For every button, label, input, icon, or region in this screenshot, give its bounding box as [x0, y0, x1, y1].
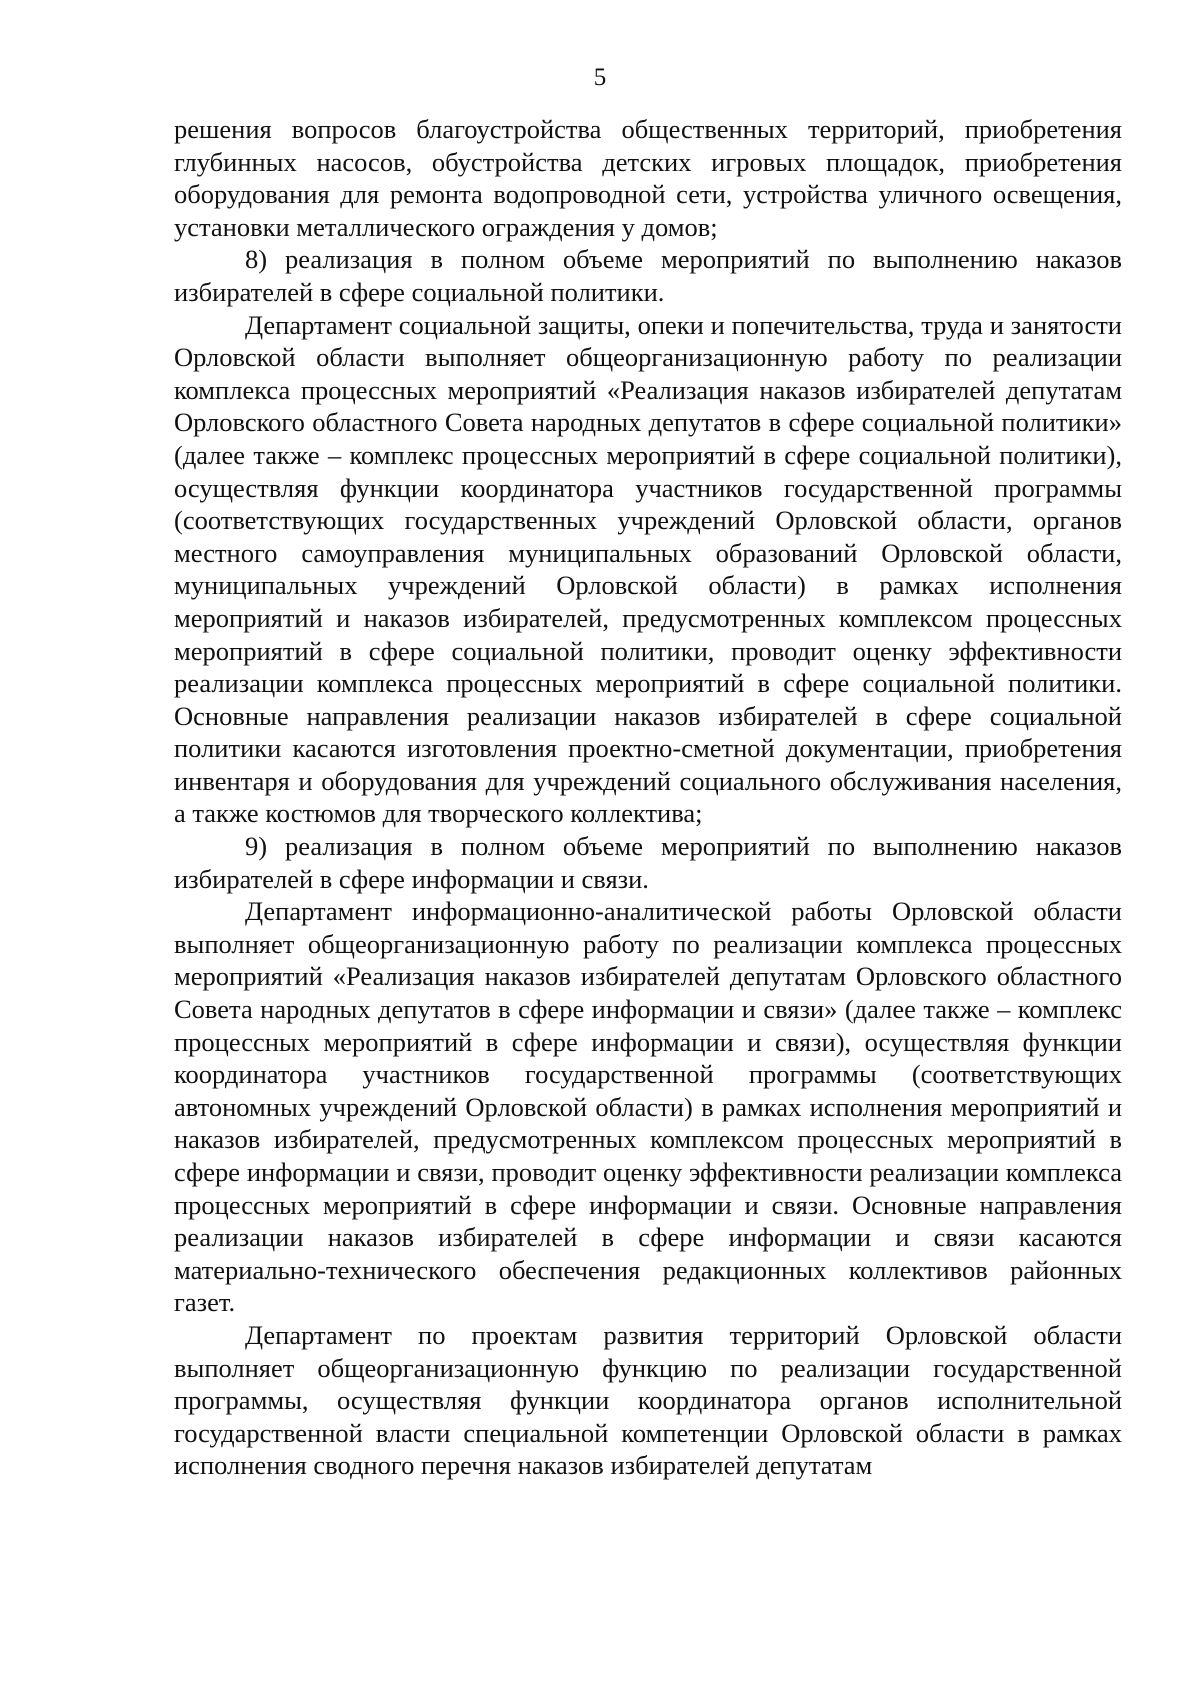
- paragraph-territory-development-department: Департамент по проектам развития территорий Орловской области выполняет общеорганизационную функцию по реализации государственной программы, осуществляя функции координатора органов исполнительной государственной власти специальной компетенции Орловской области в рамках исполнения сводного перечня наказов избирателей депутатам: [174, 1319, 1122, 1481]
- paragraph-continuation: решения вопросов благоустройства общественных территорий, приобретения глубинных насосов, обустройства детских игровых площадок, приобретения оборудования для ремонта водопроводной сети, устройства уличного освещения, установки металлического ограждения у домов;: [174, 114, 1122, 242]
- paragraph-social-policy-department: Департамент социальной защиты, опеки и попечительства, труда и занятости Орловской области выполняет общеорганизационную работу по реализации комплекса процессных мероприятий «Реализация наказов избирателей депутатам Орловского областного Совета народных депутатов в сфере социальной политики» (далее также – комплекс процессных мероприятий в сфере социальной политики), осуществляя функции координатора участников государственной программы (соответствующих государственных учреждений Орловской области, органов местного самоуправления муниципальных образований Орловской области, муниципальных учреждений Орловской области) в рамках исполнения мероприятий и наказов избирателей, предусмотренных комплексом процессных мероприятий в сфере социальной политики, проводит оценку эффективности реализации комплекса процессных мероприятий в сфере социальной политики. Основные направления реализации наказов избирателей в сфере социальной политики касаются изготовления проектно-сметной документации, приобретения инвентаря и оборудования для учреждений социального обслуживания населения, а также костюмов для творческого коллектива;: [174, 309, 1122, 829]
- document-body: [174, 113, 1122, 1482]
- paragraph-item-8: 8) реализация в полном объеме мероприятий по выполнению наказов избирателей в сфере социальной политики.: [174, 244, 1122, 307]
- paragraph-information-department: Департамент информационно-аналитической работы Орловской области выполняет общеорганизационную работу по реализации комплекса процессных мероприятий «Реализация наказов избирателей депутатам Орловского областного Совета народных депутатов в сфере информации и связи» (далее также – комплекс процессных мероприятий в сфере информации и связи), осуществляя функции координатора участников государственной программы (соответствующих автономных учреждений Орловской области) в рамках исполнения мероприятий и наказов избирателей, предусмотренных комплексом процессных мероприятий в сфере информации и связи, проводит оценку эффективности реализации комплекса процессных мероприятий в сфере информации и связи. Основные направления реализации наказов избирателей в сфере информации и связи касаются материально-технического обеспечения редакционных коллективов районных газет.: [174, 896, 1122, 1318]
- page-number: 5: [593, 64, 607, 91]
- paragraph-item-9: 9) реализация в полном объеме мероприятий по выполнению наказов избирателей в сфере информации и связи.: [174, 831, 1122, 894]
